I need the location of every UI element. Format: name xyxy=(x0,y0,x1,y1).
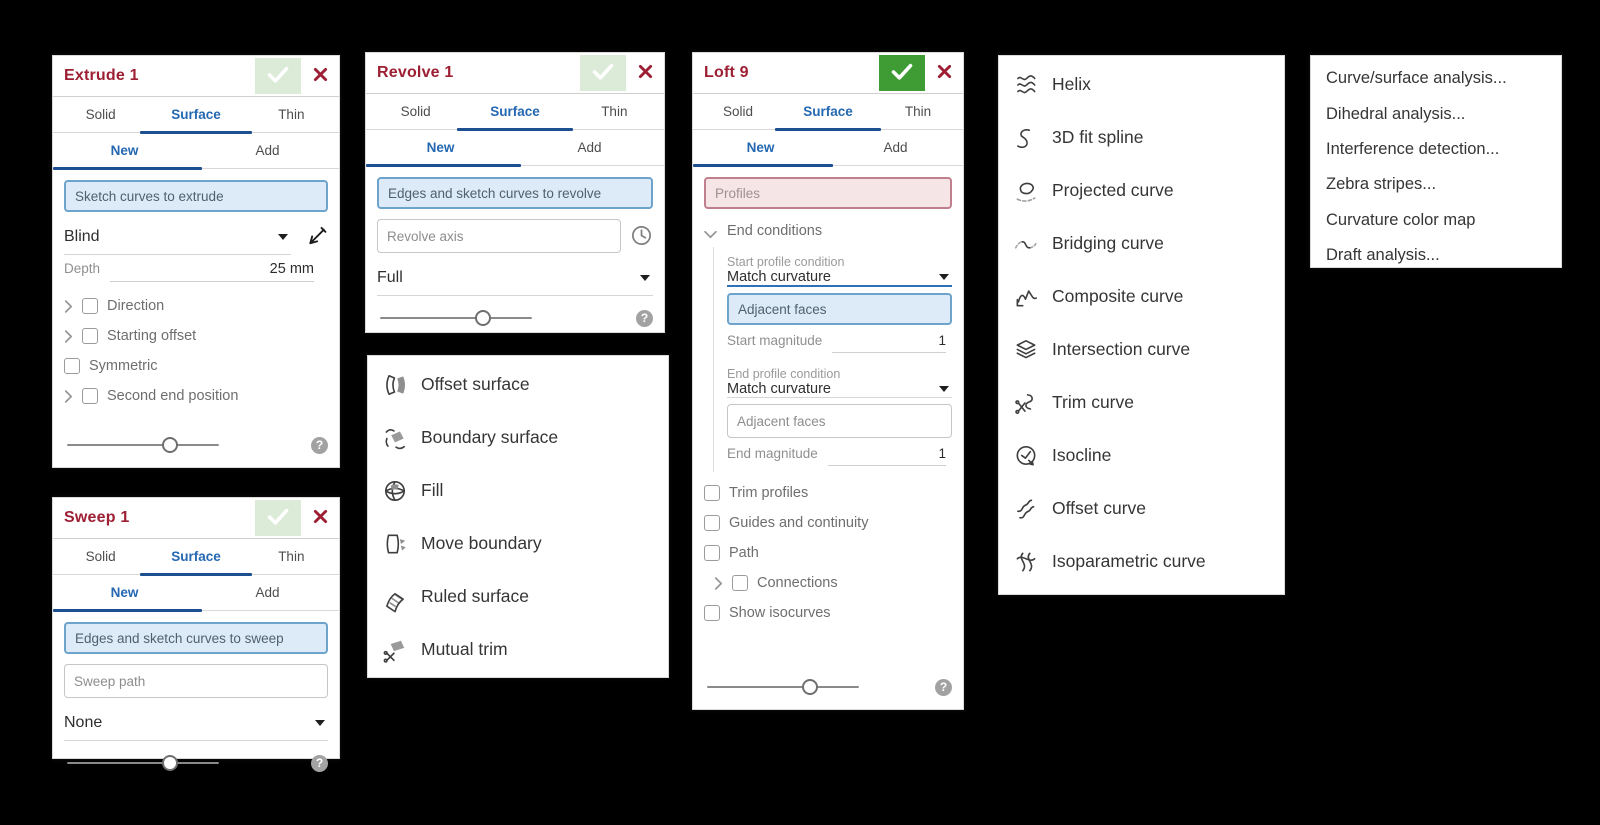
slider-thumb[interactable] xyxy=(475,310,491,326)
slider-thumb[interactable] xyxy=(162,437,178,453)
chevron-right-icon[interactable] xyxy=(714,577,723,590)
active-subtab-underline xyxy=(53,167,202,170)
end-profile-condition-label: End profile condition xyxy=(727,367,841,381)
sweep-path-field[interactable]: Sweep path xyxy=(64,664,328,698)
profile-control-value: None xyxy=(64,714,103,731)
option-symmetric xyxy=(64,351,328,381)
start-magnitude-input[interactable]: 1 xyxy=(832,333,946,353)
dialog-footer xyxy=(64,743,328,777)
menu-item-curve-surface-analysis[interactable] xyxy=(1311,61,1561,96)
ruled-surface-icon xyxy=(382,584,408,610)
offset-surface-icon xyxy=(382,372,408,398)
body-type-tabs xyxy=(693,94,963,130)
help-icon[interactable]: ? xyxy=(935,679,952,696)
check-icon xyxy=(267,508,289,528)
end-magnitude-row xyxy=(727,446,952,472)
fill-icon xyxy=(382,478,408,504)
preview-slider[interactable] xyxy=(707,686,859,688)
option-label: Symmetric xyxy=(89,358,158,374)
end-conditions-section xyxy=(713,247,952,472)
profiles-selection-field[interactable]: Profiles xyxy=(704,177,952,209)
tab-thin[interactable]: Thin xyxy=(904,104,932,119)
depth-row xyxy=(64,261,328,291)
close-icon xyxy=(313,67,328,85)
menu-item-3d-fit-spline[interactable] xyxy=(999,111,1284,164)
option-second-end-position xyxy=(64,381,328,411)
end-conditions-section-toggle[interactable] xyxy=(704,215,952,247)
start-magnitude-label: Start magnitude xyxy=(727,333,823,348)
surface-tools-menu xyxy=(367,355,669,678)
sketch-curves-selection-field[interactable]: Sketch curves to extrude xyxy=(64,180,328,212)
menu-item-label: Mutual trim xyxy=(421,639,508,659)
menu-item-label: Isocline xyxy=(1052,445,1112,465)
help-icon[interactable]: ? xyxy=(311,755,328,772)
dialog-footer xyxy=(64,425,328,459)
option-connections xyxy=(704,568,952,598)
menu-item-label: Dihedral analysis... xyxy=(1326,104,1466,123)
isocline-icon xyxy=(1013,443,1039,469)
preview-slider[interactable] xyxy=(380,317,532,319)
curve-tools-menu xyxy=(998,55,1285,595)
chevron-right-icon[interactable] xyxy=(64,300,73,313)
body-type-tabs xyxy=(53,97,339,133)
menu-item-label: Boundary surface xyxy=(421,427,559,447)
check-icon xyxy=(592,63,614,83)
option-label: Direction xyxy=(107,298,165,314)
composite-curve-icon xyxy=(1013,284,1039,310)
menu-item-dihedral-analysis[interactable] xyxy=(1311,96,1561,131)
tab-surface[interactable]: Surface xyxy=(171,549,221,564)
chevron-down-icon xyxy=(939,386,949,392)
menu-item-zebra-stripes[interactable] xyxy=(1311,167,1561,202)
menu-item-isoparametric-curve[interactable] xyxy=(999,535,1284,588)
menu-item-label: Bridging curve xyxy=(1052,233,1164,253)
check-icon xyxy=(891,63,913,83)
confirm-button[interactable] xyxy=(255,58,301,94)
menu-item-label: Helix xyxy=(1052,74,1091,94)
menu-item-mutual-trim[interactable] xyxy=(368,623,668,676)
slider-thumb[interactable] xyxy=(802,679,818,695)
start-profile-condition-value: Match curvature xyxy=(727,269,831,285)
tab-solid[interactable]: Solid xyxy=(400,104,431,119)
loft-dialog-body xyxy=(693,166,963,709)
revolve-type-row xyxy=(377,261,653,296)
confirm-button[interactable] xyxy=(255,500,301,536)
tab-add[interactable]: Add xyxy=(255,585,280,600)
menu-item-label: Offset surface xyxy=(421,374,530,394)
tab-solid[interactable]: Solid xyxy=(85,107,116,122)
menu-item-label: Composite curve xyxy=(1052,286,1184,306)
active-subtab-underline xyxy=(693,164,833,167)
option-path xyxy=(704,538,952,568)
close-icon xyxy=(937,64,952,82)
option-label: Connections xyxy=(757,575,838,591)
menu-item-move-boundary[interactable] xyxy=(368,517,668,570)
menu-item-offset-surface[interactable] xyxy=(368,358,668,411)
tab-new[interactable]: New xyxy=(110,143,139,158)
option-label: Show isocurves xyxy=(729,605,831,621)
menu-item-projected-curve[interactable] xyxy=(999,164,1284,217)
depth-input[interactable]: 25 mm xyxy=(110,261,314,282)
start-magnitude-row xyxy=(727,333,952,359)
menu-item-label: Zebra stripes... xyxy=(1326,175,1437,194)
sweep-profile-selection-field[interactable]: Edges and sketch curves to sweep xyxy=(64,622,328,654)
menu-item-interference-detection[interactable] xyxy=(1311,132,1561,167)
check-icon xyxy=(267,66,289,86)
chevron-down-icon xyxy=(315,720,325,726)
result-scope-tabs xyxy=(53,133,339,169)
move-boundary-icon xyxy=(382,531,408,557)
menu-item-helix[interactable] xyxy=(999,58,1284,111)
menu-item-label: Intersection curve xyxy=(1052,339,1191,359)
cancel-button[interactable] xyxy=(301,498,339,538)
menu-item-isocline[interactable] xyxy=(999,429,1284,482)
sweep-dialog-header xyxy=(53,498,339,539)
option-starting-offset xyxy=(64,321,328,351)
helix-icon xyxy=(1013,72,1039,98)
dialog-footer xyxy=(377,298,653,332)
tab-add[interactable]: Add xyxy=(255,143,280,158)
starting-offset-checkbox[interactable] xyxy=(82,328,98,344)
option-trim-profiles xyxy=(704,478,952,508)
tab-add[interactable]: Add xyxy=(883,140,908,155)
end-profile-condition-select[interactable] xyxy=(727,381,952,398)
boundary-surface-icon xyxy=(382,425,408,451)
dialog-title: Sweep 1 xyxy=(64,509,130,526)
loft-dialog-header xyxy=(693,53,963,94)
offset-curve-icon xyxy=(1013,496,1039,522)
menu-item-label: Ruled surface xyxy=(421,586,529,606)
cancel-button[interactable] xyxy=(626,53,664,93)
direction-checkbox[interactable] xyxy=(82,298,98,314)
path-checkbox[interactable] xyxy=(704,545,720,561)
option-label: Trim profiles xyxy=(729,485,809,501)
end-type-row xyxy=(64,220,328,255)
tab-surface[interactable]: Surface xyxy=(803,104,853,119)
end-magnitude-label: End magnitude xyxy=(727,446,818,461)
option-label: Second end position xyxy=(107,388,239,404)
menu-item-intersection-curve[interactable] xyxy=(999,323,1284,376)
result-scope-tabs xyxy=(693,130,963,166)
extrude-dialog xyxy=(52,55,340,468)
menu-item-label: Move boundary xyxy=(421,533,542,553)
tab-solid[interactable]: Solid xyxy=(85,549,116,564)
projected-curve-icon xyxy=(1013,178,1039,204)
end-type-select[interactable] xyxy=(64,220,291,255)
revolve-dialog-header xyxy=(366,53,664,94)
dialog-footer xyxy=(704,667,952,701)
end-adjacent-faces-field[interactable]: Adjacent faces xyxy=(727,404,952,438)
menu-item-curvature-color-map[interactable] xyxy=(1311,203,1561,238)
option-label: Starting offset xyxy=(107,328,197,344)
end-magnitude-input[interactable]: 1 xyxy=(828,446,946,466)
menu-item-label: Offset curve xyxy=(1052,498,1147,518)
chevron-right-icon[interactable] xyxy=(64,390,73,403)
menu-item-bridging-curve[interactable] xyxy=(999,217,1284,270)
menu-item-label: 3D fit spline xyxy=(1052,127,1144,147)
menu-item-label: Curve/surface analysis... xyxy=(1326,69,1507,88)
menu-item-label: Projected curve xyxy=(1052,180,1174,200)
dialog-title: Revolve 1 xyxy=(377,64,454,81)
flip-direction-icon[interactable] xyxy=(303,225,328,250)
result-scope-tabs xyxy=(366,130,664,166)
3d-fit-spline-icon xyxy=(1013,125,1039,151)
loft-dialog xyxy=(692,52,964,710)
menu-item-draft-analysis[interactable] xyxy=(1311,238,1561,273)
chevron-down-icon xyxy=(640,275,650,281)
analysis-menu xyxy=(1310,55,1562,268)
isoparametric-curve-icon xyxy=(1013,549,1039,575)
depth-label: Depth xyxy=(64,261,101,276)
sweep-dialog xyxy=(52,497,340,770)
menu-item-fill[interactable] xyxy=(368,464,668,517)
clock-icon[interactable] xyxy=(630,224,653,247)
section-label: End conditions xyxy=(727,223,823,239)
chevron-down-icon xyxy=(704,227,717,236)
chevron-right-icon[interactable] xyxy=(64,330,73,343)
menu-item-label: Draft analysis... xyxy=(1326,246,1440,265)
body-type-tabs xyxy=(53,539,339,575)
tab-thin[interactable]: Thin xyxy=(601,104,628,119)
tab-add[interactable]: Add xyxy=(577,140,602,155)
chevron-down-icon xyxy=(278,234,288,240)
start-profile-condition-label: Start profile condition xyxy=(727,255,845,269)
tab-surface[interactable]: Surface xyxy=(490,104,540,119)
guides-and-continuity-checkbox[interactable] xyxy=(704,515,720,531)
menu-item-boundary-surface[interactable] xyxy=(368,411,668,464)
tab-solid[interactable]: Solid xyxy=(722,104,754,119)
symmetric-checkbox[interactable] xyxy=(64,358,80,374)
revolve-entities-selection-field[interactable]: Edges and sketch curves to revolve xyxy=(377,177,653,209)
revolve-type-select[interactable] xyxy=(377,261,653,296)
option-label: Path xyxy=(729,545,759,561)
bridging-curve-icon xyxy=(1013,231,1039,257)
second-end-position-checkbox[interactable] xyxy=(82,388,98,404)
option-guides-and-continuity xyxy=(704,508,952,538)
intersection-curve-icon xyxy=(1013,337,1039,363)
tab-new[interactable]: New xyxy=(110,585,139,600)
tab-new[interactable]: New xyxy=(746,140,775,155)
start-adjacent-faces-field[interactable]: Adjacent faces xyxy=(727,293,952,325)
option-label: Guides and continuity xyxy=(729,515,869,531)
trim-profiles-checkbox[interactable] xyxy=(704,485,720,501)
active-subtab-underline xyxy=(366,164,521,167)
option-show-isocurves xyxy=(704,598,952,628)
revolve-axis-field[interactable]: Revolve axis xyxy=(377,219,621,253)
connections-checkbox[interactable] xyxy=(732,575,748,591)
dialog-title: Extrude 1 xyxy=(64,67,139,84)
tab-thin[interactable]: Thin xyxy=(278,107,305,122)
show-isocurves-checkbox[interactable] xyxy=(704,605,720,621)
tab-thin[interactable]: Thin xyxy=(278,549,305,564)
option-direction xyxy=(64,291,328,321)
menu-item-ruled-surface[interactable] xyxy=(368,570,668,623)
revolve-dialog-body xyxy=(366,166,664,332)
cancel-button[interactable] xyxy=(925,53,963,93)
end-type-value: Blind xyxy=(64,228,100,245)
extrude-dialog-body xyxy=(53,169,339,467)
menu-item-composite-curve[interactable] xyxy=(999,270,1284,323)
close-icon xyxy=(313,509,328,527)
tab-new[interactable]: New xyxy=(426,140,455,155)
body-type-tabs xyxy=(366,94,664,130)
cancel-button[interactable] xyxy=(301,56,339,96)
trim-curve-icon xyxy=(1013,390,1039,416)
confirm-button[interactable] xyxy=(580,55,626,91)
menu-item-label: Trim curve xyxy=(1052,392,1134,412)
tab-surface[interactable]: Surface xyxy=(171,107,221,122)
profile-control-row xyxy=(64,706,328,741)
chevron-down-icon xyxy=(939,274,949,280)
end-profile-condition-value: Match curvature xyxy=(727,381,831,397)
menu-item-trim-curve[interactable] xyxy=(999,376,1284,429)
menu-item-label: Interference detection... xyxy=(1326,139,1500,158)
help-icon[interactable]: ? xyxy=(311,437,328,454)
profile-control-select[interactable] xyxy=(64,706,328,741)
menu-item-label: Curvature color map xyxy=(1326,210,1476,229)
confirm-button[interactable] xyxy=(879,55,925,91)
dialog-title: Loft 9 xyxy=(704,64,749,81)
revolve-axis-row xyxy=(377,213,653,257)
preview-slider[interactable] xyxy=(67,762,219,764)
preview-slider[interactable] xyxy=(67,444,219,446)
menu-item-offset-curve[interactable] xyxy=(999,482,1284,535)
start-profile-condition-select[interactable] xyxy=(727,269,952,287)
extrude-dialog-header xyxy=(53,56,339,97)
close-icon xyxy=(638,64,653,82)
menu-item-label: Fill xyxy=(421,480,444,500)
sweep-dialog-body xyxy=(53,611,339,770)
active-subtab-underline xyxy=(53,609,202,612)
slider-thumb[interactable] xyxy=(162,755,178,771)
revolve-dialog xyxy=(365,52,665,333)
result-scope-tabs xyxy=(53,575,339,611)
revolve-type-value: Full xyxy=(377,269,403,286)
menu-item-label: Isoparametric curve xyxy=(1052,551,1206,571)
help-icon[interactable]: ? xyxy=(636,310,653,327)
mutual-trim-icon xyxy=(382,637,408,663)
